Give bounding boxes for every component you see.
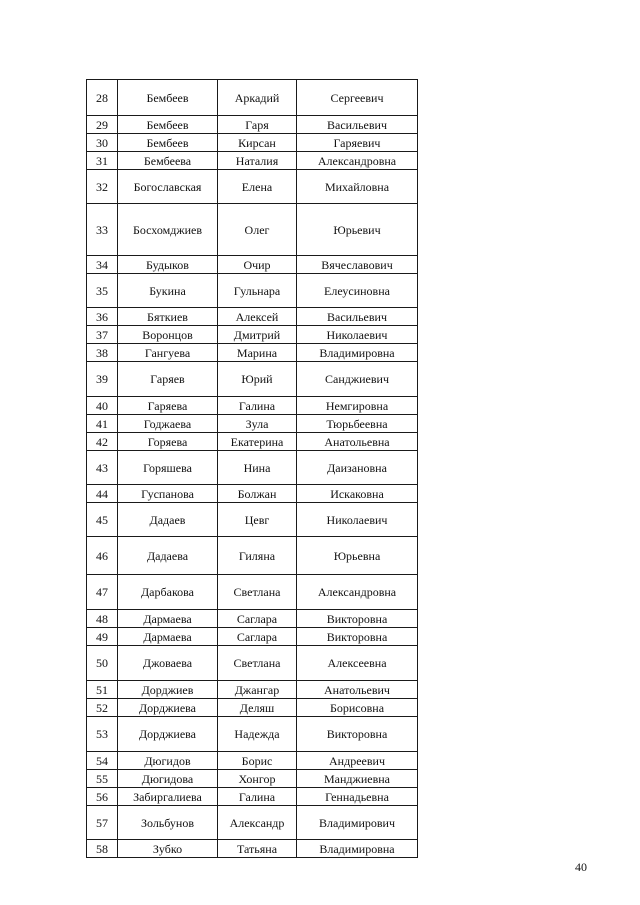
cell-surname: Гаряева — [118, 397, 218, 415]
cell-name: Галина — [218, 397, 297, 415]
cell-surname: Бембеева — [118, 152, 218, 170]
cell-surname: Забиргалиева — [118, 788, 218, 806]
cell-name: Хонгор — [218, 770, 297, 788]
cell-surname: Дадаев — [118, 503, 218, 537]
table-row — [87, 537, 418, 575]
cell-patronymic: Владимирович — [297, 806, 418, 840]
table-row — [87, 152, 418, 170]
cell-surname: Зольбунов — [118, 806, 218, 840]
table-row — [87, 256, 418, 274]
cell-surname: Будыков — [118, 256, 218, 274]
cell-name: Надежда — [218, 717, 297, 752]
cell-num: 50 — [87, 646, 118, 681]
cell-surname: Дадаева — [118, 537, 218, 575]
cell-num: 37 — [87, 326, 118, 344]
table-row — [87, 204, 418, 256]
cell-num: 36 — [87, 308, 118, 326]
table-row — [87, 628, 418, 646]
table-row — [87, 308, 418, 326]
cell-num: 43 — [87, 451, 118, 485]
cell-name: Зула — [218, 415, 297, 433]
table-row — [87, 170, 418, 204]
cell-patronymic: Анатольевич — [297, 681, 418, 699]
cell-surname: Дюгидов — [118, 752, 218, 770]
cell-num: 33 — [87, 204, 118, 256]
cell-patronymic: Немгировна — [297, 397, 418, 415]
cell-name: Юрий — [218, 362, 297, 397]
cell-patronymic: Викторовна — [297, 717, 418, 752]
names-table-body — [87, 80, 418, 858]
cell-num: 32 — [87, 170, 118, 204]
cell-patronymic: Анатольевна — [297, 433, 418, 451]
cell-name: Саглара — [218, 610, 297, 628]
cell-patronymic: Юрьевна — [297, 537, 418, 575]
table-row — [87, 326, 418, 344]
cell-num: 57 — [87, 806, 118, 840]
cell-surname: Джоваева — [118, 646, 218, 681]
cell-num: 31 — [87, 152, 118, 170]
cell-name: Аркадий — [218, 80, 297, 116]
cell-surname: Гуспанова — [118, 485, 218, 503]
cell-num: 35 — [87, 274, 118, 308]
cell-surname: Бембеев — [118, 116, 218, 134]
cell-patronymic: Манджиевна — [297, 770, 418, 788]
table-row — [87, 610, 418, 628]
cell-patronymic: Борисовна — [297, 699, 418, 717]
table-row — [87, 752, 418, 770]
cell-num: 51 — [87, 681, 118, 699]
cell-name: Гаря — [218, 116, 297, 134]
cell-patronymic: Владимировна — [297, 840, 418, 858]
cell-surname: Бембеев — [118, 80, 218, 116]
cell-surname: Богославская — [118, 170, 218, 204]
cell-patronymic: Васильевич — [297, 308, 418, 326]
cell-num: 29 — [87, 116, 118, 134]
cell-name: Очир — [218, 256, 297, 274]
table-row — [87, 699, 418, 717]
cell-patronymic: Васильевич — [297, 116, 418, 134]
cell-name: Александр — [218, 806, 297, 840]
cell-patronymic: Александровна — [297, 152, 418, 170]
cell-num: 30 — [87, 134, 118, 152]
cell-surname: Дармаева — [118, 628, 218, 646]
cell-surname: Горяева — [118, 433, 218, 451]
table-row — [87, 485, 418, 503]
cell-surname: Дарбакова — [118, 575, 218, 610]
cell-patronymic: Андреевич — [297, 752, 418, 770]
table-row — [87, 717, 418, 752]
cell-name: Татьяна — [218, 840, 297, 858]
table-row — [87, 646, 418, 681]
names-table — [86, 79, 418, 858]
cell-name: Елена — [218, 170, 297, 204]
cell-name: Светлана — [218, 646, 297, 681]
table-row — [87, 397, 418, 415]
cell-patronymic: Геннадьевна — [297, 788, 418, 806]
cell-patronymic: Сергеевич — [297, 80, 418, 116]
cell-patronymic: Тюрьбеевна — [297, 415, 418, 433]
cell-num: 56 — [87, 788, 118, 806]
cell-patronymic: Михайловна — [297, 170, 418, 204]
cell-num: 34 — [87, 256, 118, 274]
table-row — [87, 362, 418, 397]
cell-patronymic: Вячеславович — [297, 256, 418, 274]
table-row — [87, 840, 418, 858]
cell-name: Гульнара — [218, 274, 297, 308]
cell-name: Борис — [218, 752, 297, 770]
cell-num: 40 — [87, 397, 118, 415]
cell-num: 38 — [87, 344, 118, 362]
cell-num: 49 — [87, 628, 118, 646]
cell-name: Гиляна — [218, 537, 297, 575]
cell-surname: Букина — [118, 274, 218, 308]
cell-patronymic: Елеусиновна — [297, 274, 418, 308]
cell-surname: Зубко — [118, 840, 218, 858]
cell-patronymic: Санджиевич — [297, 362, 418, 397]
cell-num: 55 — [87, 770, 118, 788]
cell-patronymic: Юрьевич — [297, 204, 418, 256]
cell-name: Наталия — [218, 152, 297, 170]
table-row — [87, 451, 418, 485]
cell-patronymic: Даизановна — [297, 451, 418, 485]
cell-num: 42 — [87, 433, 118, 451]
cell-surname: Гаряев — [118, 362, 218, 397]
cell-name: Дмитрий — [218, 326, 297, 344]
cell-name: Олег — [218, 204, 297, 256]
cell-num: 39 — [87, 362, 118, 397]
cell-num: 54 — [87, 752, 118, 770]
cell-surname: Дорджиева — [118, 717, 218, 752]
cell-patronymic: Гаряевич — [297, 134, 418, 152]
page-number: 40 — [575, 860, 587, 874]
cell-surname: Дорджиева — [118, 699, 218, 717]
cell-name: Болжан — [218, 485, 297, 503]
cell-patronymic: Николаевич — [297, 503, 418, 537]
cell-patronymic: Александровна — [297, 575, 418, 610]
table-row — [87, 80, 418, 116]
table-row — [87, 134, 418, 152]
cell-name: Цевг — [218, 503, 297, 537]
cell-surname: Годжаева — [118, 415, 218, 433]
cell-num: 48 — [87, 610, 118, 628]
cell-patronymic: Алексеевна — [297, 646, 418, 681]
table-row — [87, 788, 418, 806]
table-row — [87, 770, 418, 788]
cell-surname: Гангуева — [118, 344, 218, 362]
cell-name: Нина — [218, 451, 297, 485]
cell-num: 28 — [87, 80, 118, 116]
table-row — [87, 503, 418, 537]
cell-name: Галина — [218, 788, 297, 806]
table-row — [87, 433, 418, 451]
cell-surname: Горяшева — [118, 451, 218, 485]
cell-name: Кирсан — [218, 134, 297, 152]
cell-name: Саглара — [218, 628, 297, 646]
cell-name: Деляш — [218, 699, 297, 717]
cell-name: Марина — [218, 344, 297, 362]
cell-patronymic: Викторовна — [297, 610, 418, 628]
cell-surname: Босхомджиев — [118, 204, 218, 256]
table-row — [87, 116, 418, 134]
cell-name: Алексей — [218, 308, 297, 326]
cell-num: 47 — [87, 575, 118, 610]
cell-surname: Воронцов — [118, 326, 218, 344]
table-row — [87, 806, 418, 840]
table-row — [87, 274, 418, 308]
cell-patronymic: Искаковна — [297, 485, 418, 503]
cell-surname: Дармаева — [118, 610, 218, 628]
cell-patronymic: Николаевич — [297, 326, 418, 344]
cell-surname: Бяткиев — [118, 308, 218, 326]
cell-surname: Дорджиев — [118, 681, 218, 699]
table-row — [87, 344, 418, 362]
table-row — [87, 681, 418, 699]
cell-num: 41 — [87, 415, 118, 433]
cell-num: 52 — [87, 699, 118, 717]
cell-patronymic: Владимировна — [297, 344, 418, 362]
table-row — [87, 575, 418, 610]
cell-surname: Дюгидова — [118, 770, 218, 788]
cell-name: Екатерина — [218, 433, 297, 451]
cell-num: 44 — [87, 485, 118, 503]
cell-patronymic: Викторовна — [297, 628, 418, 646]
cell-num: 53 — [87, 717, 118, 752]
cell-num: 46 — [87, 537, 118, 575]
cell-name: Светлана — [218, 575, 297, 610]
cell-num: 45 — [87, 503, 118, 537]
cell-name: Джангар — [218, 681, 297, 699]
table-row — [87, 415, 418, 433]
cell-num: 58 — [87, 840, 118, 858]
cell-surname: Бембеев — [118, 134, 218, 152]
